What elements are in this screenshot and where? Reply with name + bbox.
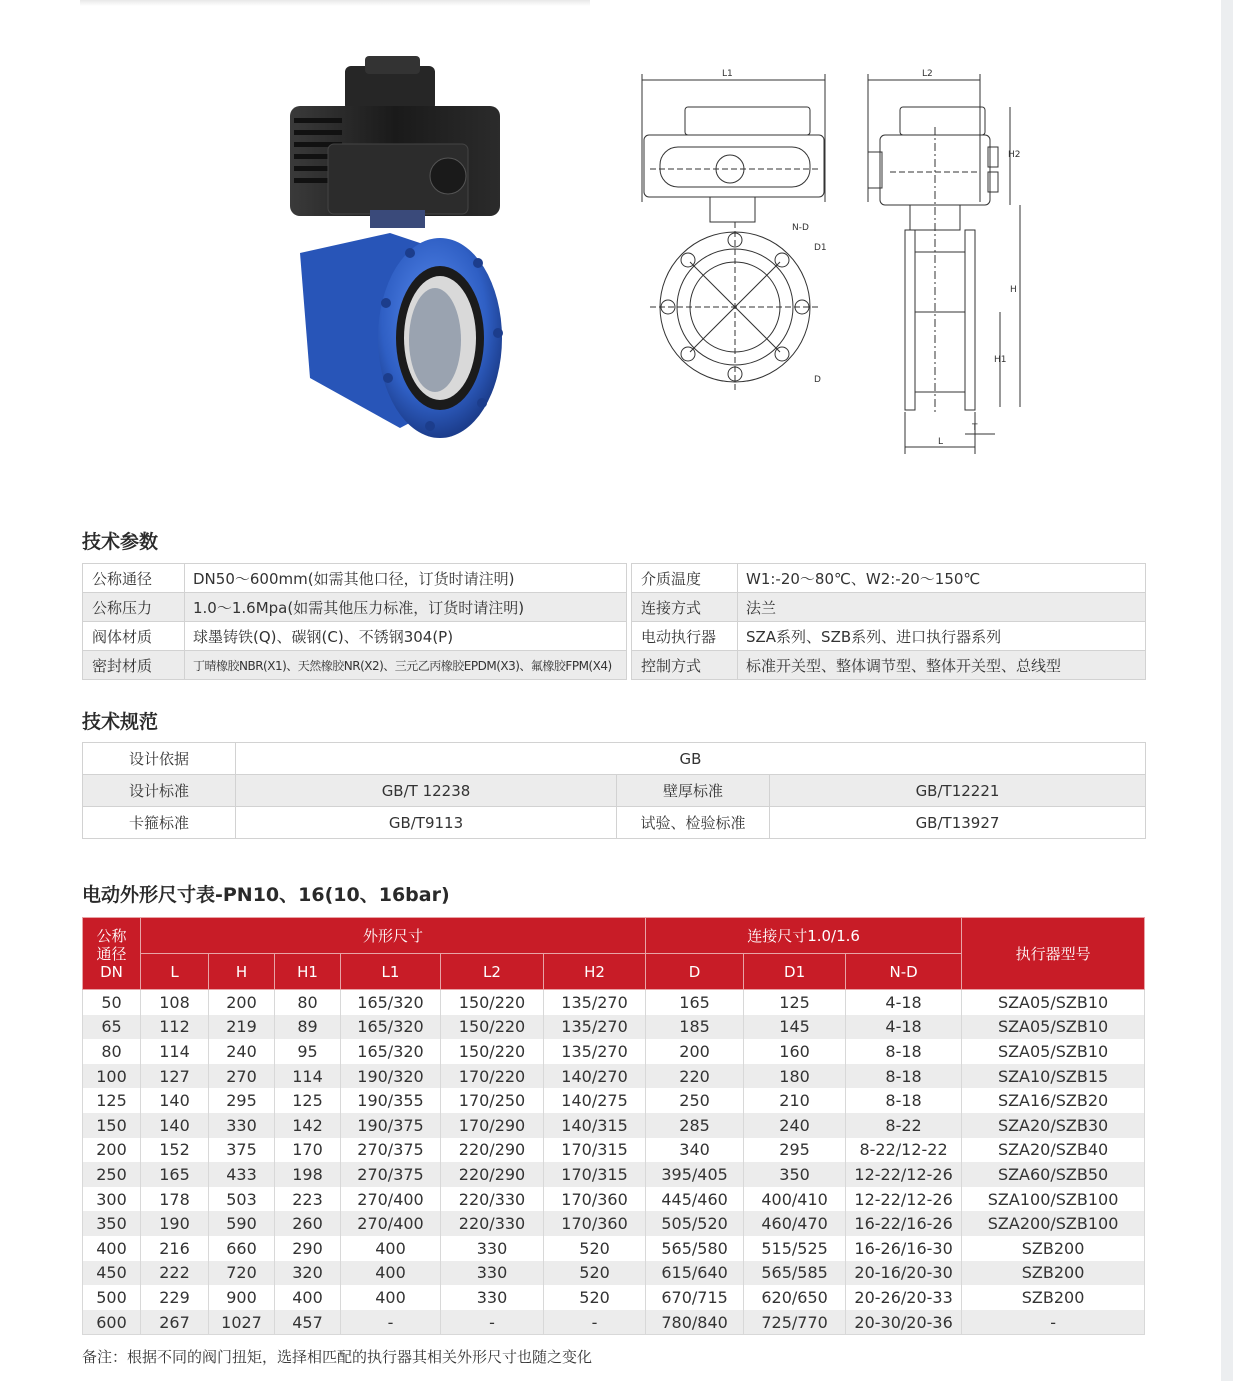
table-cell: 165 (141, 1162, 209, 1187)
side-view-drawing (850, 62, 1030, 462)
spec-label: 设计依据 (83, 743, 236, 775)
table-row (83, 1310, 1145, 1335)
param-label: 公称压力 (83, 593, 185, 622)
table-cell: 190/375 (341, 1113, 441, 1138)
table-row (83, 593, 627, 622)
table-cell: 670/715 (646, 1285, 744, 1310)
table-row (83, 1015, 1145, 1040)
table-cell: 330 (441, 1236, 544, 1261)
table-cell: 270/400 (341, 1187, 441, 1212)
table-cell: 20-30/20-36 (846, 1310, 962, 1335)
table-cell: 660 (209, 1236, 275, 1261)
table-cell: 65 (83, 1015, 141, 1040)
table-cell: 220/330 (441, 1187, 544, 1212)
spec-table (82, 742, 1146, 839)
spec-label: 设计标准 (83, 775, 236, 807)
table-cell: 600 (83, 1310, 141, 1335)
table-cell: 300 (83, 1187, 141, 1212)
dimension-table-body (83, 990, 1145, 1335)
table-cell: SZA20/SZB40 (962, 1138, 1145, 1163)
spec-label: 卡箍标准 (83, 807, 236, 839)
table-row (632, 593, 1146, 622)
table-header-row (83, 918, 1145, 954)
table-cell: 270 (209, 1064, 275, 1089)
table-cell: SZA05/SZB10 (962, 990, 1145, 1015)
table-row (83, 622, 627, 651)
table-cell: SZA10/SZB15 (962, 1064, 1145, 1089)
table-cell: 1027 (209, 1310, 275, 1335)
table-cell: 320 (275, 1261, 341, 1286)
table-cell: 190/320 (341, 1064, 441, 1089)
table-cell: 170/315 (544, 1162, 646, 1187)
spec-title: 技术规范 (82, 711, 159, 733)
table-cell: 16-22/16-26 (846, 1211, 962, 1236)
dn-header-line: DN (100, 962, 123, 981)
col-header-h2: H2 (544, 954, 646, 990)
table-cell: 520 (544, 1236, 646, 1261)
param-value: 标准开关型、整体调节型、整体开关型、总线型 (738, 651, 1146, 680)
table-cell: 125 (275, 1088, 341, 1113)
actuator-header: 执行器型号 (962, 918, 1145, 990)
table-cell: 350 (744, 1162, 846, 1187)
label-h2: H2 (1008, 150, 1021, 160)
table-cell: 135/270 (544, 1039, 646, 1064)
table-cell: SZA100/SZB100 (962, 1187, 1145, 1212)
col-header-h: H (209, 954, 275, 990)
table-cell: 190 (141, 1211, 209, 1236)
table-cell: SZA05/SZB10 (962, 1015, 1145, 1040)
table-cell: 210 (744, 1088, 846, 1113)
label-nd: N-D (792, 223, 809, 233)
table-cell: 350 (83, 1211, 141, 1236)
spec-value: GB/T12221 (770, 775, 1146, 807)
table-cell: 433 (209, 1162, 275, 1187)
table-cell: SZA200/SZB100 (962, 1211, 1145, 1236)
table-cell: 500 (83, 1285, 141, 1310)
table-cell: 114 (141, 1039, 209, 1064)
table-cell: 185 (646, 1015, 744, 1040)
table-cell: 400 (341, 1261, 441, 1286)
label-l: L (938, 437, 944, 447)
table-row (83, 651, 627, 680)
table-cell: 285 (646, 1113, 744, 1138)
table-cell: 20-16/20-30 (846, 1261, 962, 1286)
table-cell: 250 (646, 1088, 744, 1113)
table-cell: 135/270 (544, 1015, 646, 1040)
table-cell: 216 (141, 1236, 209, 1261)
spec-value: GB (236, 743, 1146, 775)
table-cell: 190/355 (341, 1088, 441, 1113)
table-cell: 220/330 (441, 1211, 544, 1236)
table-cell: 515/525 (744, 1236, 846, 1261)
param-label: 密封材质 (83, 651, 185, 680)
table-cell: 150 (83, 1113, 141, 1138)
table-row (83, 1039, 1145, 1064)
table-cell: 219 (209, 1015, 275, 1040)
table-cell: 170/250 (441, 1088, 544, 1113)
spec-label: 壁厚标准 (617, 775, 770, 807)
param-label: 连接方式 (632, 593, 738, 622)
table-cell: 720 (209, 1261, 275, 1286)
table-cell: 445/460 (646, 1187, 744, 1212)
table-cell: 260 (275, 1211, 341, 1236)
table-cell: 400 (341, 1285, 441, 1310)
table-cell: 170 (275, 1138, 341, 1163)
table-cell: 340 (646, 1138, 744, 1163)
table-row (83, 1162, 1145, 1187)
table-cell: 16-26/16-30 (846, 1236, 962, 1261)
page-edge (1221, 0, 1233, 1381)
col-header-h1: H1 (275, 954, 341, 990)
table-row (83, 1211, 1145, 1236)
table-cell: 267 (141, 1310, 209, 1335)
table-cell: 142 (275, 1113, 341, 1138)
col-header-l1: L1 (341, 954, 441, 990)
dn-header-line: 公称 (96, 926, 127, 945)
table-cell: 112 (141, 1015, 209, 1040)
table-cell: 270/375 (341, 1138, 441, 1163)
table-row (632, 564, 1146, 593)
table-cell: 140/315 (544, 1113, 646, 1138)
table-cell: 200 (646, 1039, 744, 1064)
table-cell: 140/270 (544, 1064, 646, 1089)
param-label: 阀体材质 (83, 622, 185, 651)
label-t: T (972, 423, 978, 433)
table-cell: 615/640 (646, 1261, 744, 1286)
table-cell: 150/220 (441, 1039, 544, 1064)
param-label: 介质温度 (632, 564, 738, 593)
table-cell: 165/320 (341, 990, 441, 1015)
dn-header-line: 通径 (96, 944, 127, 963)
spec-value: GB/T13927 (770, 807, 1146, 839)
conn-dims-header: 连接尺寸1.0/1.6 (646, 918, 962, 954)
col-header-d1: D1 (744, 954, 846, 990)
table-cell: - (441, 1310, 544, 1335)
table-cell: 12-22/12-26 (846, 1162, 962, 1187)
table-cell: SZA16/SZB20 (962, 1088, 1145, 1113)
params-table-right (631, 563, 1146, 680)
table-row (83, 1236, 1145, 1261)
label-h1: H1 (994, 355, 1007, 365)
table-cell: 200 (83, 1138, 141, 1163)
table-cell: 140/275 (544, 1088, 646, 1113)
table-cell: 125 (744, 990, 846, 1015)
outer-dims-header: 外形尺寸 (141, 918, 646, 954)
table-cell: 127 (141, 1064, 209, 1089)
table-cell: 180 (744, 1064, 846, 1089)
dims-title: 电动外形尺寸表-PN10、16(10、16bar) (82, 884, 450, 906)
table-row (83, 1064, 1145, 1089)
label-l2: L2 (922, 69, 933, 79)
table-cell: 165 (646, 990, 744, 1015)
table-cell: 725/770 (744, 1310, 846, 1335)
valve-product-photo (270, 48, 520, 448)
table-row (83, 1285, 1145, 1310)
col-header-d: D (646, 954, 744, 990)
table-cell: SZA05/SZB10 (962, 1039, 1145, 1064)
front-view-drawing (630, 62, 845, 462)
table-cell: 240 (209, 1039, 275, 1064)
table-cell: 220/290 (441, 1138, 544, 1163)
table-cell: 505/520 (646, 1211, 744, 1236)
table-cell: 50 (83, 990, 141, 1015)
table-cell: 590 (209, 1211, 275, 1236)
spec-label: 试验、检验标准 (617, 807, 770, 839)
table-cell: 565/585 (744, 1261, 846, 1286)
table-row (632, 651, 1146, 680)
table-row (83, 1261, 1145, 1286)
table-cell: 165/320 (341, 1039, 441, 1064)
table-cell: 295 (209, 1088, 275, 1113)
table-cell: 114 (275, 1064, 341, 1089)
table-cell: 223 (275, 1187, 341, 1212)
label-h: H (1010, 285, 1017, 295)
table-cell: 900 (209, 1285, 275, 1310)
table-cell: - (962, 1310, 1145, 1335)
param-label: 控制方式 (632, 651, 738, 680)
footnote: 备注：根据不同的阀门扭矩，选择相匹配的执行器其相关外形尺寸也随之变化 (82, 1348, 593, 1366)
table-cell: 160 (744, 1039, 846, 1064)
col-header-nd: N-D (846, 954, 962, 990)
param-value: DN50～600mm(如需其他口径，订货时请注明) (185, 564, 627, 593)
table-cell: 222 (141, 1261, 209, 1286)
table-cell: 150/220 (441, 990, 544, 1015)
param-value: 球墨铸铁(Q)、碳钢(C)、不锈钢304(P) (185, 622, 627, 651)
param-label: 电动执行器 (632, 622, 738, 651)
table-cell: 145 (744, 1015, 846, 1040)
table-cell: - (341, 1310, 441, 1335)
table-cell: SZB200 (962, 1261, 1145, 1286)
table-row (83, 775, 1146, 807)
table-cell: 152 (141, 1138, 209, 1163)
table-cell: 108 (141, 990, 209, 1015)
param-value: 丁晴橡胶NBR(X1)、天然橡胶NR(X2)、三元乙丙橡胶EPDM(X3)、氟橡胶FPM(X4) (185, 651, 627, 680)
table-cell: 503 (209, 1187, 275, 1212)
dn-header (83, 918, 141, 990)
table-cell: SZA20/SZB30 (962, 1113, 1145, 1138)
top-edge-shadow (80, 0, 590, 6)
table-cell: 229 (141, 1285, 209, 1310)
table-cell: 240 (744, 1113, 846, 1138)
table-row (83, 1187, 1145, 1212)
table-row (83, 743, 1146, 775)
dimension-table (82, 917, 1145, 1335)
label-d: D (814, 375, 821, 385)
table-cell: 12-22/12-26 (846, 1187, 962, 1212)
table-cell: 4-18 (846, 1015, 962, 1040)
table-row (83, 564, 627, 593)
table-cell: 330 (441, 1261, 544, 1286)
table-cell: 290 (275, 1236, 341, 1261)
table-cell: 200 (209, 990, 275, 1015)
label-d1: D1 (814, 243, 827, 253)
table-cell: 170/220 (441, 1064, 544, 1089)
table-cell: 270/375 (341, 1162, 441, 1187)
table-cell: 8-18 (846, 1064, 962, 1089)
spec-value: GB/T9113 (236, 807, 617, 839)
table-cell: 95 (275, 1039, 341, 1064)
param-value: 法兰 (738, 593, 1146, 622)
table-cell: 620/650 (744, 1285, 846, 1310)
table-cell: 8-18 (846, 1039, 962, 1064)
table-row (632, 622, 1146, 651)
table-cell: 395/405 (646, 1162, 744, 1187)
label-l1: L1 (722, 69, 733, 79)
table-cell: SZA60/SZB50 (962, 1162, 1145, 1187)
table-cell: 140 (141, 1088, 209, 1113)
table-cell: 80 (275, 990, 341, 1015)
table-cell: 8-22/12-22 (846, 1138, 962, 1163)
table-row (83, 1088, 1145, 1113)
col-header-l2: L2 (441, 954, 544, 990)
table-cell: 400 (275, 1285, 341, 1310)
table-cell: 100 (83, 1064, 141, 1089)
table-cell: 170/360 (544, 1211, 646, 1236)
table-cell: 150/220 (441, 1015, 544, 1040)
table-cell: 125 (83, 1088, 141, 1113)
table-cell: 8-22 (846, 1113, 962, 1138)
table-cell: 170/315 (544, 1138, 646, 1163)
table-row (83, 807, 1146, 839)
table-cell: 450 (83, 1261, 141, 1286)
table-cell: 520 (544, 1261, 646, 1286)
table-cell: 140 (141, 1113, 209, 1138)
params-title: 技术参数 (82, 531, 159, 553)
table-cell: 170/290 (441, 1113, 544, 1138)
table-cell: 178 (141, 1187, 209, 1212)
table-cell: 460/470 (744, 1211, 846, 1236)
table-cell: 80 (83, 1039, 141, 1064)
table-row (83, 990, 1145, 1015)
table-cell: 220/290 (441, 1162, 544, 1187)
table-cell: 565/580 (646, 1236, 744, 1261)
table-cell: SZB200 (962, 1236, 1145, 1261)
table-row (83, 1113, 1145, 1138)
table-cell: 780/840 (646, 1310, 744, 1335)
table-cell: 295 (744, 1138, 846, 1163)
param-value: 1.0～1.6Mpa(如需其他压力标准，订货时请注明) (185, 593, 627, 622)
table-cell: 170/360 (544, 1187, 646, 1212)
spec-value: GB/T 12238 (236, 775, 617, 807)
table-cell: 165/320 (341, 1015, 441, 1040)
table-cell: 89 (275, 1015, 341, 1040)
param-label: 公称通径 (83, 564, 185, 593)
table-cell: 330 (441, 1285, 544, 1310)
table-cell: 20-26/20-33 (846, 1285, 962, 1310)
table-cell: 520 (544, 1285, 646, 1310)
table-cell: 135/270 (544, 990, 646, 1015)
table-cell: - (544, 1310, 646, 1335)
table-cell: 400 (341, 1236, 441, 1261)
table-cell: 4-18 (846, 990, 962, 1015)
col-header-l: L (141, 954, 209, 990)
table-cell: 330 (209, 1113, 275, 1138)
table-cell: 375 (209, 1138, 275, 1163)
table-row (83, 1138, 1145, 1163)
table-cell: 400/410 (744, 1187, 846, 1212)
table-cell: 457 (275, 1310, 341, 1335)
param-value: SZA系列、SZB系列、进口执行器系列 (738, 622, 1146, 651)
table-cell: 250 (83, 1162, 141, 1187)
table-cell: SZB200 (962, 1285, 1145, 1310)
table-cell: 400 (83, 1236, 141, 1261)
params-table-left (82, 563, 627, 680)
table-cell: 8-18 (846, 1088, 962, 1113)
table-cell: 198 (275, 1162, 341, 1187)
table-cell: 220 (646, 1064, 744, 1089)
table-cell: 270/400 (341, 1211, 441, 1236)
param-value: W1:-20～80℃、W2:-20～150℃ (738, 564, 1146, 593)
